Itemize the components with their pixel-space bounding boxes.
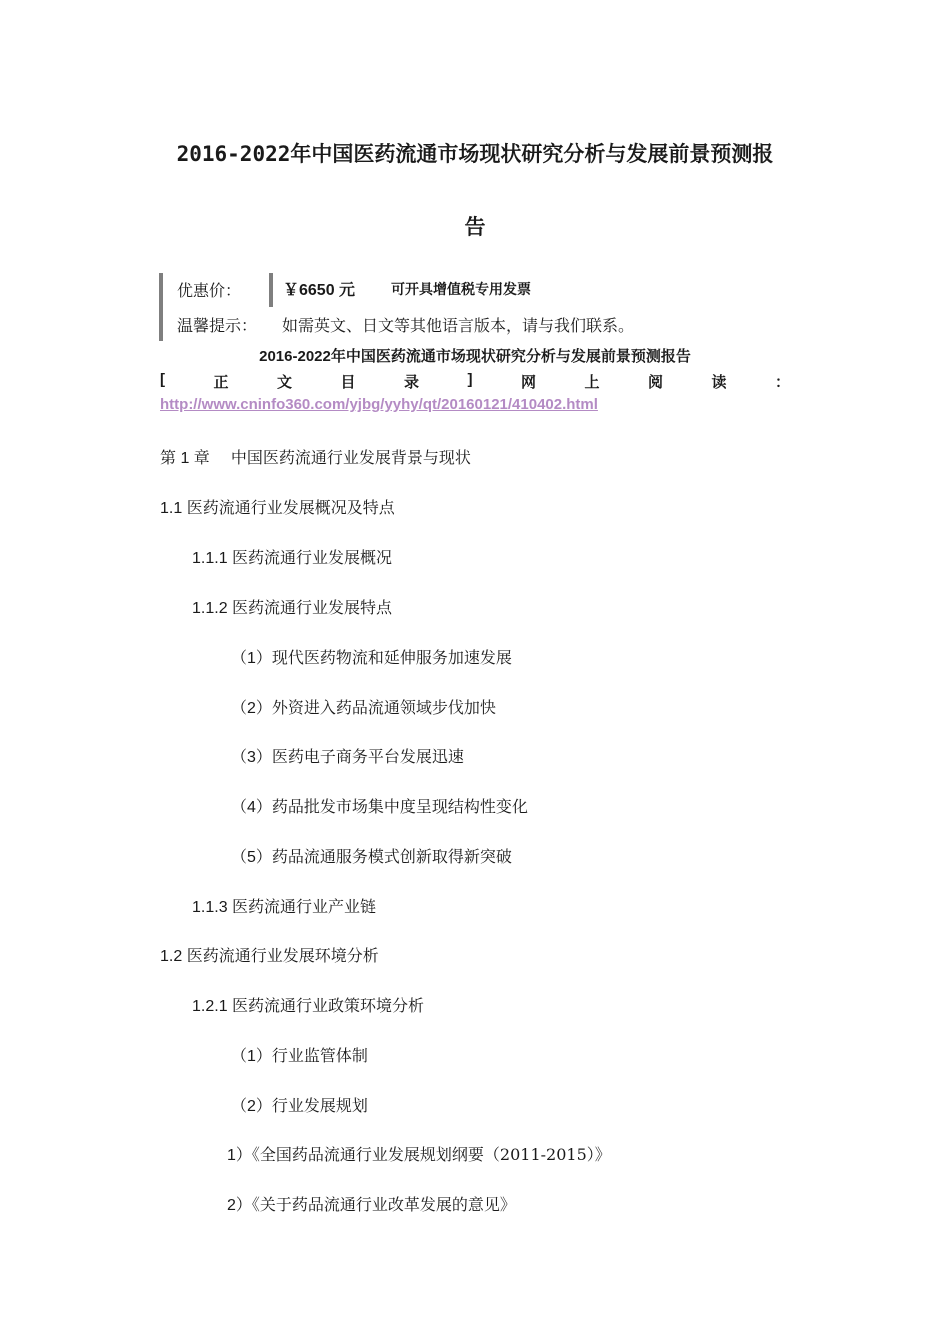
item-text: 医药流通行业产业链 [232,897,377,916]
item-text: 《全国药品流通行业发展规划纲要（2011-2015）》 [251,1145,611,1164]
item-number: 2） [227,1197,252,1214]
item-number: 1.2 [160,948,187,965]
toc-item [231,695,496,718]
item-number: （2） [231,700,272,717]
toc-item [231,794,528,817]
report-subtitle: 2016-2022年中国医药流通市场现状研究分析与发展前景预测报告 [259,348,691,365]
item-text: 医药流通行业发展概况 [232,548,393,567]
toc-section [160,943,379,966]
toc-char: 阅 [647,374,663,391]
item-number: 1.1.1 [192,550,233,567]
toc-char: 文 [276,374,292,391]
toc-item [231,744,464,767]
item-number: 1.1.2 [192,600,233,617]
item-number: （4） [231,799,272,816]
toc-char: ： [774,374,790,391]
item-number: 1.1 [160,500,187,517]
toc-char: ] [467,371,473,388]
item-number: （2） [231,1098,272,1115]
toc-item [231,1093,368,1116]
toc-subsection [192,545,392,568]
item-number: 1.1.3 [192,899,233,916]
item-number: 第 1 章 [160,450,210,467]
toc-item [231,844,512,867]
item-text: 药品批发市场集中度呈现结构性变化 [271,797,528,816]
document-title: 2016-2022年中国医药流通市场现状研究分析与发展前景预测报 [176,142,774,166]
toc-char: [ [160,371,165,388]
tip-label: 温馨提示： [177,316,258,335]
price-divider [269,273,273,307]
toc-heading [160,371,790,392]
toc-subsection [192,993,424,1016]
item-text: 药品流通服务模式创新取得新突破 [271,847,512,866]
toc-subsection [192,894,376,917]
item-text: 医药流通行业政策环境分析 [232,996,425,1015]
item-text: 行业发展规划 [271,1096,368,1115]
price-label: 优惠价： [177,281,242,300]
toc-char: 读 [711,374,727,391]
item-text: 医药流通行业发展概况及特点 [186,498,395,517]
toc-char: 正 [213,374,229,391]
toc-subitem [227,1192,516,1215]
toc-subsection [192,595,392,618]
item-text: 外资进入药品流通领域步伐加快 [271,698,496,717]
toc-char: 网 [520,374,536,391]
toc-online-link[interactable]: http://www.cninfo360.com/yjbg/yyhy/qt/20160121/410402.html [160,396,598,413]
toc-char: 录 [403,374,419,391]
item-text: 医药流通行业发展特点 [232,598,393,617]
toc-char: 上 [584,374,600,391]
item-text: 医药流通行业发展环境分析 [186,946,379,965]
item-number: （1） [231,650,272,667]
item-number: （1） [231,1048,272,1065]
item-number: （5） [231,849,272,866]
toc-char: 目 [340,374,356,391]
tip-text: 如需英文、日文等其他语言版本，请与我们联系。 [282,316,635,335]
document-title-continued: 告 [464,215,486,239]
item-text: 中国医药流通行业发展背景与现状 [209,448,471,467]
invoice-note: 可开具增值税专用发票 [391,281,531,297]
item-number: （3） [231,749,272,766]
toc-subitem [227,1142,611,1165]
toc-chapter [160,445,471,468]
item-text: 现代医药物流和延伸服务加速发展 [271,648,512,667]
item-text: 医药电子商务平台发展迅速 [271,747,464,766]
item-text: 《关于药品流通行业改革发展的意见》 [251,1195,516,1214]
item-text: 行业监管体制 [271,1046,368,1065]
item-number: 1.2.1 [192,998,233,1015]
item-number: 1） [227,1147,252,1164]
toc-item [231,645,512,668]
toc-section [160,495,395,518]
price-value: ￥6650 元 [283,282,356,299]
toc-item [231,1043,368,1066]
quote-bar [159,273,163,341]
